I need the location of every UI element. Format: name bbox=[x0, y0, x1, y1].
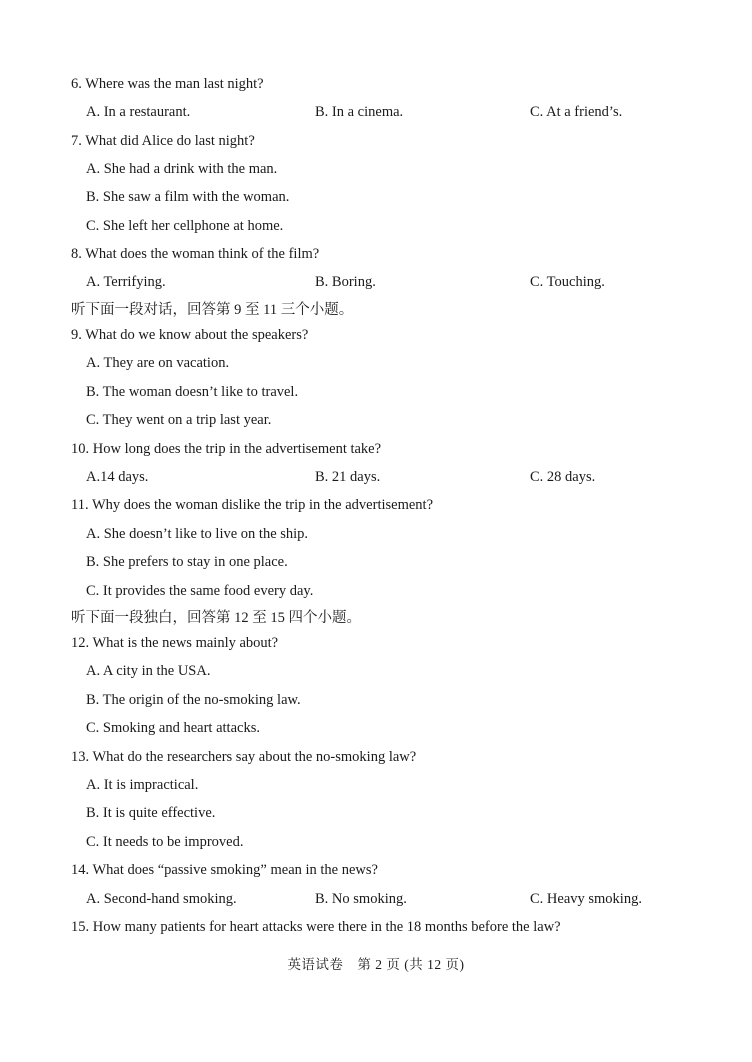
option-b: B. No smoking. bbox=[315, 891, 407, 907]
option-a: A. A city in the USA. bbox=[86, 663, 211, 679]
option-b: B. She saw a film with the woman. bbox=[86, 189, 290, 205]
question-15: 15. How many patients for heart attacks were there in the 18 months before the law? bbox=[71, 919, 561, 935]
section-instruction: 听下面一段独白，回答第 12 至 15 四个小题。 bbox=[71, 610, 361, 626]
option-c: C. It provides the same food every day. bbox=[86, 583, 314, 599]
question-12: 12. What is the news mainly about? bbox=[71, 635, 279, 651]
option-a: A. She had a drink with the man. bbox=[86, 161, 278, 177]
question-6-options bbox=[86, 103, 706, 121]
section-instruction: 听下面一段对话，回答第 9 至 11 三个小题。 bbox=[71, 302, 354, 318]
option-a: A. Terrifying. bbox=[86, 274, 166, 290]
option-a: A. It is impractical. bbox=[86, 777, 199, 793]
option-c: C. Touching. bbox=[530, 274, 605, 290]
question-10-options bbox=[86, 468, 706, 486]
question-13: 13. What do the researchers say about the no-smoking law? bbox=[71, 749, 417, 765]
question-10: 10. How long does the trip in the advertisement take? bbox=[71, 441, 382, 457]
option-b: B. She prefers to stay in one place. bbox=[86, 554, 288, 570]
option-a: A. Second-hand smoking. bbox=[86, 891, 237, 907]
option-a: A. She doesn’t like to live on the ship. bbox=[86, 526, 309, 542]
option-b: B. The origin of the no-smoking law. bbox=[86, 692, 301, 708]
option-b: B. It is quite effective. bbox=[86, 805, 216, 821]
option-c: C. 28 days. bbox=[530, 469, 596, 485]
question-11: 11. Why does the woman dislike the trip in the advertisement? bbox=[71, 497, 434, 513]
option-c: C. Smoking and heart attacks. bbox=[86, 720, 260, 736]
option-c: C. They went on a trip last year. bbox=[86, 412, 272, 428]
question-9: 9. What do we know about the speakers? bbox=[71, 327, 309, 343]
option-a: A. They are on vacation. bbox=[86, 355, 230, 371]
option-a: A. In a restaurant. bbox=[86, 104, 191, 120]
question-8: 8. What does the woman think of the film? bbox=[71, 246, 320, 262]
option-c: C. Heavy smoking. bbox=[530, 891, 642, 907]
question-8-options bbox=[86, 273, 706, 291]
question-7: 7. What did Alice do last night? bbox=[71, 133, 255, 149]
option-b: B. In a cinema. bbox=[315, 104, 404, 120]
option-b: B. Boring. bbox=[315, 274, 376, 290]
page-footer: 英语试卷 第 2 页 (共 12 页) bbox=[287, 957, 465, 972]
option-b: B. 21 days. bbox=[315, 469, 381, 485]
option-b: B. The woman doesn’t like to travel. bbox=[86, 384, 299, 400]
option-c: C. It needs to be improved. bbox=[86, 834, 244, 850]
option-c: C. At a friend’s. bbox=[530, 104, 623, 120]
question-14: 14. What does “passive smoking” mean in the news? bbox=[71, 862, 378, 878]
question-6: 6. Where was the man last night? bbox=[71, 76, 264, 92]
option-a: A.14 days. bbox=[86, 469, 149, 485]
option-c: C. She left her cellphone at home. bbox=[86, 218, 284, 234]
question-14-options bbox=[86, 890, 706, 908]
